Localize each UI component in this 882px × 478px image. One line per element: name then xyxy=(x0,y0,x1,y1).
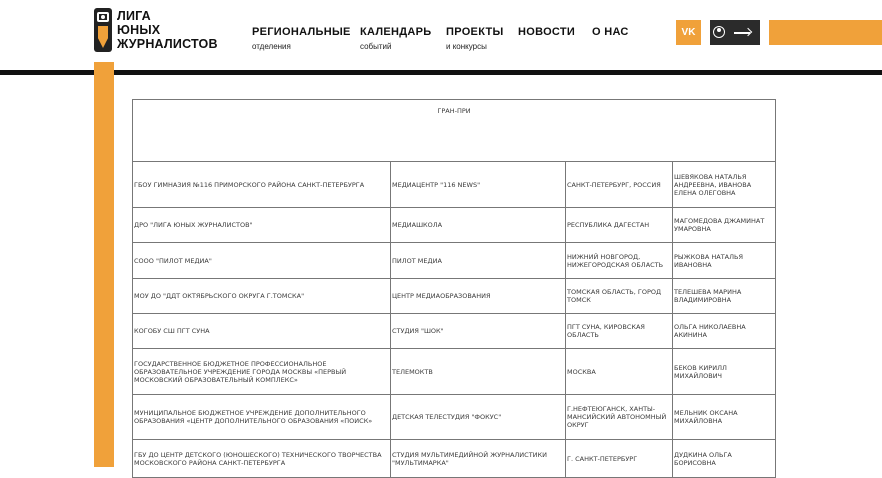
logo-text xyxy=(117,9,218,51)
cell-region: Г. САНКТ-ПЕТЕРБУРГ xyxy=(566,440,673,478)
table-row xyxy=(133,440,776,478)
arrow-right-icon xyxy=(734,32,750,34)
cell-team: СТУДИЯ МУЛЬТИМЕДИЙНОЙ ЖУРНАЛИСТИКИ "МУЛЬТИМАРКА" xyxy=(391,440,566,478)
cell-region: ПГТ СУНА, КИРОВСКАЯ ОБЛАСТЬ xyxy=(566,314,673,349)
nav-item-about[interactable] xyxy=(592,26,629,38)
nav-item-projects[interactable] xyxy=(446,26,504,51)
cell-region: Г.НЕФТЕЮГАНСК, ХАНТЫ-МАНСИЙСКИЙ АВТОНОМНЫЙ ОКРУГ xyxy=(566,395,673,440)
cell-organization: СООО "ПИЛОТ МЕДИА" xyxy=(133,243,391,279)
side-accent-bar xyxy=(94,62,114,467)
cell-supervisor: ШЕВЯКОВА НАТАЛЬЯ АНДРЕЕВНА, ИВАНОВА ЕЛЕНА ОЛЕГОВНА xyxy=(673,162,776,208)
cell-team: ПИЛОТ МЕДИА xyxy=(391,243,566,279)
cell-region: САНКТ-ПЕТЕРБУРГ, РОССИЯ xyxy=(566,162,673,208)
cell-organization: ГОСУДАРСТВЕННОЕ БЮДЖЕТНОЕ ПРОФЕССИОНАЛЬНОЕ ОБРАЗОВАТЕЛЬНОЕ УЧРЕЖДЕНИЕ ГОРОДА МОСКВЫ «ПЕРВЫЙ МОСКОВСКИЙ ОБРАЗОВАТЕЛЬНЫЙ КОМПЛЕКС» xyxy=(133,349,391,395)
nav-sublabel: отделения xyxy=(252,42,291,51)
cell-supervisor: РЫЖКОВА НАТАЛЬЯ ИВАНОВНА xyxy=(673,243,776,279)
nav-label: ПРОЕКТЫ xyxy=(446,26,504,38)
nav-label: НОВОСТИ xyxy=(518,26,576,38)
cell-region: ТОМСКАЯ ОБЛАСТЬ, ГОРОД ТОМСК xyxy=(566,279,673,314)
cell-region: РЕСПУБЛИКА ДАГЕСТАН xyxy=(566,208,673,243)
login-button[interactable] xyxy=(710,20,760,45)
cell-supervisor: МАГОМЕДОВА ДЖАМИНАТ УМАРОВНА xyxy=(673,208,776,243)
table-row xyxy=(133,349,776,395)
header-divider xyxy=(0,70,882,75)
table-row xyxy=(133,279,776,314)
cell-team: ЦЕНТР МЕДИАОБРАЗОВАНИЯ xyxy=(391,279,566,314)
nav-item-regional[interactable] xyxy=(252,26,351,51)
nav-item-calendar[interactable] xyxy=(360,26,432,51)
results-table xyxy=(132,99,776,478)
cell-organization: ГБУ ДО ЦЕНТР ДЕТСКОГО (ЮНОШЕСКОГО) ТЕХНИЧЕСКОГО ТВОРЧЕСТВА МОСКОВСКОГО РАЙОНА САНКТ-ПЕТЕРБУРГА xyxy=(133,440,391,478)
cell-organization: МУНИЦИПАЛЬНОЕ БЮДЖЕТНОЕ УЧРЕЖДЕНИЕ ДОПОЛНИТЕЛЬНОГО ОБРАЗОВАНИЯ «ЦЕНТР ДОПОЛНИТЕЛЬНОГО ОБРАЗОВАНИЯ «ПОИСК» xyxy=(133,395,391,440)
logo-line-3: ЖУРНАЛИСТОВ xyxy=(117,37,218,51)
user-icon xyxy=(713,26,725,38)
logo-line-1: ЛИГА xyxy=(117,9,151,23)
table-row xyxy=(133,243,776,279)
cell-region: МОСКВА xyxy=(566,349,673,395)
cell-supervisor: БЕКОВ КИРИЛЛ МИХАЙЛОВИЧ xyxy=(673,349,776,395)
cell-organization: КОГОБУ СШ ПГТ СУНА xyxy=(133,314,391,349)
vk-icon: VK xyxy=(681,27,696,38)
table-row xyxy=(133,208,776,243)
site-logo[interactable] xyxy=(94,8,224,56)
cell-team: МЕДИАЦЕНТР "116 NEWS" xyxy=(391,162,566,208)
table-row xyxy=(133,314,776,349)
table-row xyxy=(133,162,776,208)
cell-organization: МОУ ДО "ДДТ ОКТЯБРЬСКОГО ОКРУГА Г.ТОМСКА" xyxy=(133,279,391,314)
cell-team: МЕДИАШКОЛА xyxy=(391,208,566,243)
table-caption: ГРАН-ПРИ xyxy=(133,100,776,162)
header-accent-bar xyxy=(769,20,882,45)
vk-button[interactable] xyxy=(676,20,701,45)
nav-label: КАЛЕНДАРЬ xyxy=(360,26,432,38)
cell-team: СТУДИЯ "ШОК" xyxy=(391,314,566,349)
cell-region: НИЖНИЙ НОВГОРОД, НИЖЕГОРОДСКАЯ ОБЛАСТЬ xyxy=(566,243,673,279)
cell-supervisor: МЕЛЬНИК ОКСАНА МИХАЙЛОВНА xyxy=(673,395,776,440)
nav-label: О НАС xyxy=(592,26,629,38)
results-table-wrap xyxy=(132,99,776,478)
cell-supervisor: ОЛЬГА НИКОЛАЕВНА АКИНИНА xyxy=(673,314,776,349)
nav-sublabel: событий xyxy=(360,42,392,51)
nav-item-news[interactable] xyxy=(518,26,575,38)
cell-team: ТЕЛЕМОКТВ xyxy=(391,349,566,395)
nav-sublabel: и конкурсы xyxy=(446,42,487,51)
table-row xyxy=(133,395,776,440)
cell-team: ДЕТСКАЯ ТЕЛЕСТУДИЯ "ФОКУС" xyxy=(391,395,566,440)
logo-icon xyxy=(94,8,112,52)
table-caption-row xyxy=(133,100,776,162)
cell-supervisor: ТЕЛЕШЕВА МАРИНА ВЛАДИМИРОВНА xyxy=(673,279,776,314)
cell-organization: ГБОУ ГИМНАЗИЯ №116 ПРИМОРСКОГО РАЙОНА САНКТ-ПЕТЕРБУРГА xyxy=(133,162,391,208)
site-header xyxy=(0,0,882,70)
cell-supervisor: ДУДКИНА ОЛЬГА БОРИСОВНА xyxy=(673,440,776,478)
nav-label: РЕГИОНАЛЬНЫЕ xyxy=(252,26,351,38)
cell-organization: ДРО "ЛИГА ЮНЫХ ЖУРНАЛИСТОВ" xyxy=(133,208,391,243)
logo-line-2: ЮНЫХ xyxy=(117,23,161,37)
